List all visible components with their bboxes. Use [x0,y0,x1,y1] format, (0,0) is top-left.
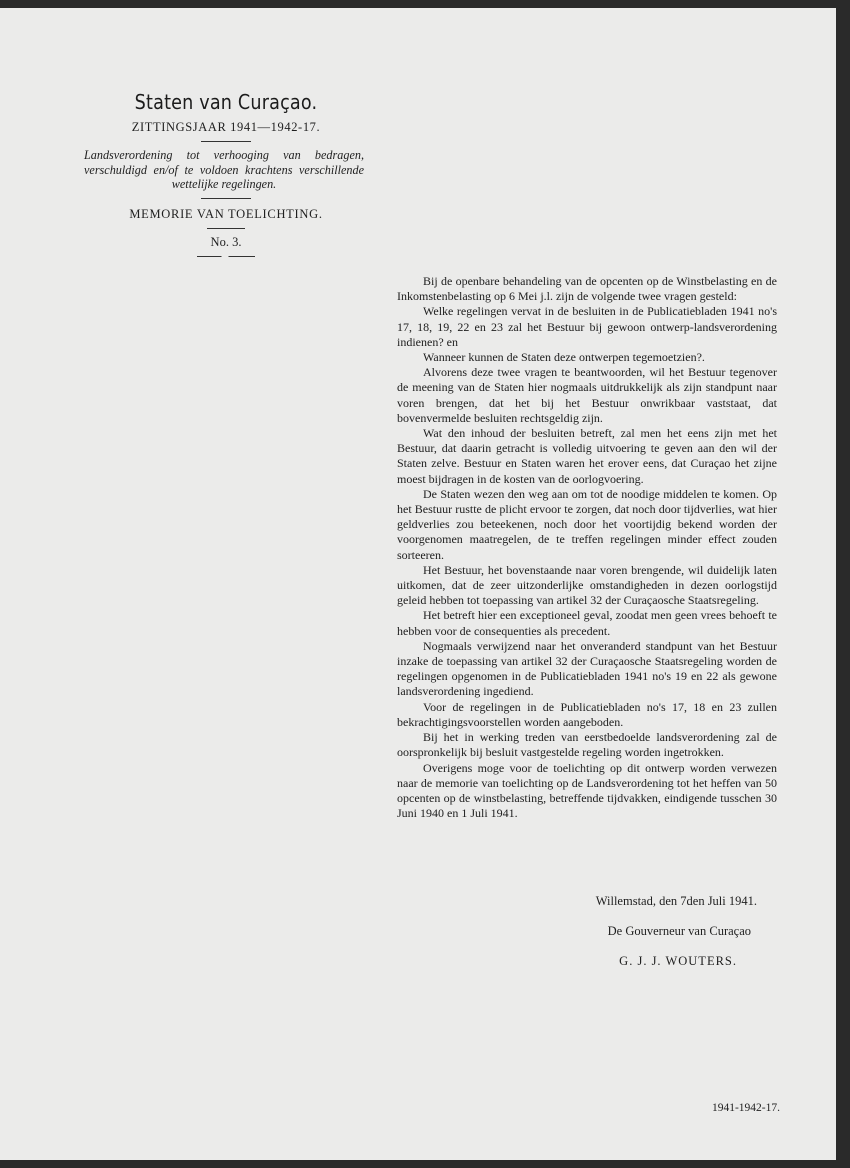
body-text [397,274,777,821]
divider [201,198,251,199]
divider [201,141,251,142]
paragraph: Voor de regelingen in de Publicatiebladen no's 17, 18 en 23 zullen bekrachtigingsvoorstellen worden aangeboden. [397,699,777,729]
page-title: Staten van Curaçao. [134,90,318,114]
paragraph: Het Bestuur, het bovenstaande naar voren brengende, wil duidelijk laten uitkomen, dat de zeer uitzonderlijke omstandigheden in dezen oorlogstijd geleid hebben tot toepassing van artikel 32 der Curaçaosche Staatsregeling. [397,562,777,608]
bill-description: Landsverordening tot verhooging van bedragen, verschuldigd en/of te voldoen krachtens verschillende wettelijke regelingen. [84,148,364,191]
paragraph: De Staten wezen den weg aan om tot de noodige middelen te komen. Op het Bestuur rustte de plicht ervoor te zorgen, dat noch door tijdverlies, wat hier geldverlies zou beteekenen, noch door het voortijdig bekend worden der voorgenomen maatregelen, de te treffen regelingen minder effect zouden sorteeren. [397,486,777,562]
signatory-name: G. J. J. WOUTERS. [619,954,737,968]
paragraph: Overigens moge voor de toelichting op dit ontwerp worden verwezen naar de memorie van toelichting op de Landsverordening tot het heffen van 50 opcenten op de winstbelasting, betreffende tijdvakken, eindigende tusschen 30 Juni 1940 en 1 Juli 1941. [397,760,777,821]
paragraph: Welke regelingen vervat in de besluiten in de Publicatiebladen 1941 no's 17, 18, 19, 22 en 23 zal het Bestuur bij gewoon ontwerp-landsverordening indienen? en [397,304,777,349]
paragraph: Wanneer kunnen de Staten deze ontwerpen tegemoetzien?. [423,350,705,365]
paragraph: Het betreft hier een exceptioneel geval, zoodat men geen vrees behoeft te hebben voor de consequenties als precedent. [397,608,777,638]
memo-heading: MEMORIE VAN TOELICHTING. [129,206,323,221]
paragraph: Bij het in werking treden van eerstbedoelde landsverordening zal de oorspronkelijk bij besluit vastgestelde regeling worden ingetrokken. [397,730,777,760]
paragraph: Wat den inhoud der besluiten betreft, zal men het eens zijn met het Bestuur, dat daarin getracht is volledig uitvoering te geven aan den wil der Staten zelve. Bestuur en Staten waren het erover eens, dat Curaçao het zijne moest bijdragen in de kosten van de oorlogvoering. [397,426,777,486]
divider [197,256,255,257]
footer-code: 1941-1942-17. [711,1102,780,1114]
document-number: No. 3. [210,234,242,249]
paragraph: Nogmaals verwijzend naar het onveranderd standpunt van het Bestuur inzake de toepassing van artikel 32 der Curaçaosche Staatsregeling worden de regelingen opgenomen in de Publicatiebladen 1941 no's 19 en 22 als gewone landsverordening ingediend. [397,638,777,699]
document-header [78,90,374,257]
place-date: Willemstad, den 7den Juli 1941. [595,894,757,908]
document-page [0,8,836,1160]
signatory-title: De Gouverneur van Curaçao [607,924,751,938]
session-year: ZITTINGSJAAR 1941—1942-17. [131,120,321,134]
paragraph: Alvorens deze twee vragen te beantwoorden, wil het Bestuur tegenover de meening van de Staten hier nogmaals uitdrukkelijk als zijn standpunt naar voren brengen, dat het bij het Bestuur onwrikbaar vaststaat, dat bovenvermelde besluiten rechtsgeldig zijn. [397,365,777,425]
divider [207,228,245,229]
paragraph: Bij de openbare behandeling van de opcenten op de Winstbelasting en de Inkomstenbelasting op 6 Mei j.l. zijn de volgende twee vragen gesteld: [397,274,777,304]
